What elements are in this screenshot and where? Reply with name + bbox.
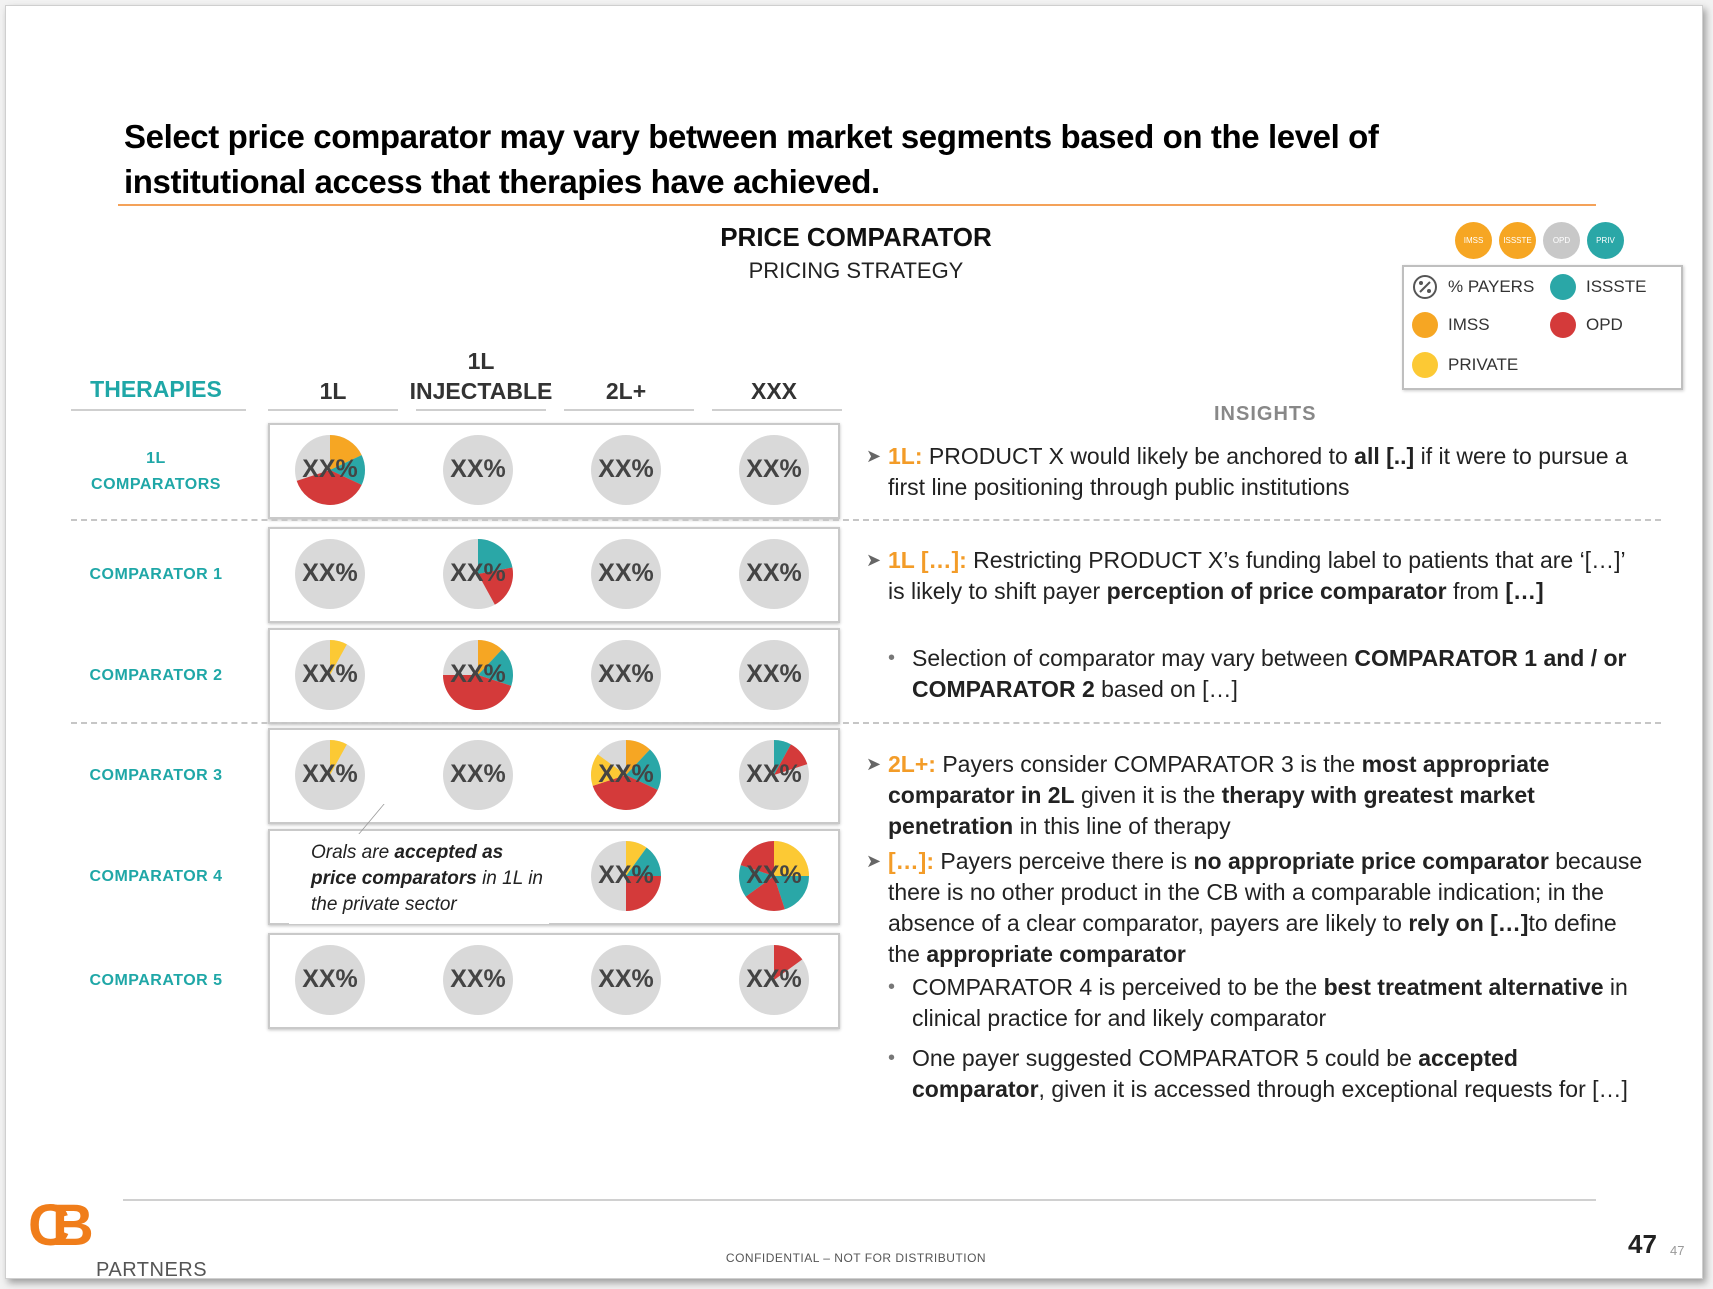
insight-text: if it were to pursue a first line positioning through public institutions xyxy=(888,443,1628,500)
insight-tag: […]: xyxy=(888,848,934,874)
pie-value-label: XX% xyxy=(746,455,802,483)
pie-value-label: XX% xyxy=(746,760,802,788)
callout-text: Orals are xyxy=(311,842,395,863)
priv-icon: PRIV xyxy=(1587,222,1624,259)
opd-dot-icon xyxy=(1550,312,1576,338)
insight-tag: 2L+: xyxy=(888,751,936,777)
row-label-comparator-5: COMPARATOR 5 xyxy=(89,972,223,989)
percent-icon xyxy=(1412,274,1438,300)
pie-value-label: XX% xyxy=(450,965,506,993)
insight-bold: […] xyxy=(1505,578,1544,604)
pie-value-label: XX% xyxy=(746,660,802,688)
pie-chart xyxy=(589,839,663,913)
pie-chart xyxy=(737,638,811,712)
row-label-1l-comparators: 1L COMPARATORS xyxy=(91,450,221,493)
therapies-header: THERAPIES xyxy=(90,376,222,402)
insight-text: Restricting PRODUCT X’s funding label to patients that are ‘[…]’ is likely to shift payer xyxy=(888,547,1625,604)
pie-chart xyxy=(293,738,367,812)
pie-chart xyxy=(293,943,367,1017)
pie-value-label: XX% xyxy=(302,559,358,587)
insight-text: in this line of therapy xyxy=(1013,813,1231,839)
pie-chart xyxy=(293,537,367,611)
pie-chart xyxy=(441,943,515,1017)
legend-item-payers xyxy=(1412,274,1534,300)
pie-chart xyxy=(589,943,663,1017)
pie-value-label: XX% xyxy=(302,965,358,993)
pie-value-label: XX% xyxy=(302,660,358,688)
pie-chart xyxy=(737,433,811,507)
legend-label: IMSS xyxy=(1448,315,1490,334)
insight-text: in clinical practice for and likely comparator xyxy=(912,974,1628,1031)
column-rule xyxy=(71,409,246,411)
insight-bold: perception of price comparator xyxy=(1106,578,1447,604)
bullet-icon: • xyxy=(888,976,896,998)
insight-tag: 1L […]: xyxy=(888,547,967,573)
cb-logo: CB xyxy=(28,1193,76,1258)
callout-bold: accepted as price comparators xyxy=(311,842,504,889)
legend-item-imss xyxy=(1412,312,1490,338)
legend-label: % PAYERS xyxy=(1448,277,1535,296)
column-rule xyxy=(712,409,842,411)
insight-bold: appropriate comparator xyxy=(926,941,1186,967)
column-header-1l-injectable: 1L INJECTABLE xyxy=(409,348,553,404)
legend-label: PRIVATE xyxy=(1448,355,1519,374)
insight-bold: rely on […] xyxy=(1408,910,1529,936)
segment-icons xyxy=(1455,222,1624,262)
page-number: 47 xyxy=(1628,1229,1657,1259)
pie-chart xyxy=(737,537,811,611)
pie-chart xyxy=(441,638,515,712)
row-label-comparator-3: COMPARATOR 3 xyxy=(89,767,223,784)
pie-chart xyxy=(441,537,515,611)
column-rule xyxy=(564,409,694,411)
legend-item-private xyxy=(1412,352,1518,378)
bullet-icon: • xyxy=(888,1047,896,1069)
pie-chart xyxy=(589,738,663,812)
legend-label: ISSSTE xyxy=(1586,277,1647,296)
insight-text: Payers perceive there is xyxy=(933,848,1194,874)
callout-text: in 1L in the private sector xyxy=(311,868,543,915)
pie-value-label: XX% xyxy=(598,861,654,889)
pie-value-label: XX% xyxy=(598,760,654,788)
partners-logo-text: PARTNERS xyxy=(96,1259,208,1281)
insight-text: One payer suggested COMPARATOR 5 could be xyxy=(912,1045,1419,1071)
column-header-1l: 1L xyxy=(319,378,347,404)
arrow-bullet-icon: ➤ xyxy=(866,851,882,871)
pie-value-label: XX% xyxy=(450,455,506,483)
pie-chart xyxy=(737,738,811,812)
insight-bold: accepted comparator xyxy=(912,1045,1518,1102)
legend-item-issste xyxy=(1550,274,1646,300)
pie-value-label: XX% xyxy=(450,660,506,688)
insight-text: based on […] xyxy=(1094,676,1238,702)
insight-2l xyxy=(866,749,1646,842)
column-rule xyxy=(416,409,546,411)
section-subtitle: PRICING STRATEGY xyxy=(748,258,964,283)
row-label-comparator-2: COMPARATOR 2 xyxy=(89,667,223,684)
column-rule xyxy=(268,409,398,411)
pie-value-label: XX% xyxy=(302,760,358,788)
insight-sub-bullet xyxy=(888,972,1648,1034)
insight-no-comparator xyxy=(866,846,1646,970)
opd-icon: OPD xyxy=(1543,222,1580,259)
insight-sub-bullet xyxy=(888,1043,1648,1105)
pie-value-label: XX% xyxy=(598,559,654,587)
pie-value-label: XX% xyxy=(746,861,802,889)
pie-value-label: XX% xyxy=(302,455,358,483)
insight-bold: all [..] xyxy=(1354,443,1415,469)
pie-value-label: XX% xyxy=(598,965,654,993)
insight-bold: most appropriate comparator in 2L xyxy=(888,751,1550,808)
insight-bold: no appropriate price comparator xyxy=(1193,848,1549,874)
pie-chart xyxy=(737,943,811,1017)
insight-bold: COMPARATOR 1 and / or COMPARATOR 2 xyxy=(912,645,1627,702)
row-label-comparator-1: COMPARATOR 1 xyxy=(89,566,223,583)
confidential-note: CONFIDENTIAL – NOT FOR DISTRIBUTION xyxy=(725,1251,987,1265)
insight-1l-restricted xyxy=(866,545,1646,607)
insight-bold: best treatment alternative xyxy=(1323,974,1604,1000)
imss-dot-icon xyxy=(1412,312,1438,338)
pie-value-label: XX% xyxy=(746,965,802,993)
section-divider xyxy=(71,722,1661,724)
issste-dot-icon xyxy=(1550,274,1576,300)
pie-chart xyxy=(293,433,367,507)
issste-icon: ISSSTE xyxy=(1499,222,1536,259)
column-header-2l: 2L+ xyxy=(605,378,647,404)
insight-text: Payers consider COMPARATOR 3 is the xyxy=(935,751,1362,777)
insights-header: INSIGHTS xyxy=(1214,403,1317,425)
legend-label: OPD xyxy=(1586,315,1623,334)
section-divider xyxy=(71,519,1661,521)
pie-chart xyxy=(441,738,515,812)
pie-chart xyxy=(441,433,515,507)
column-header-xxx: XXX xyxy=(750,378,798,404)
insight-tag: 1L: xyxy=(888,443,923,469)
pie-value-label: XX% xyxy=(450,760,506,788)
imss-icon: IMSS xyxy=(1455,222,1492,259)
insight-text: PRODUCT X would likely be anchored to xyxy=(922,443,1355,469)
pie-value-label: XX% xyxy=(450,559,506,587)
legend-item-opd xyxy=(1550,312,1623,338)
insight-1l xyxy=(866,441,1646,503)
pie-chart xyxy=(589,433,663,507)
orals-callout xyxy=(289,834,549,924)
pie-chart xyxy=(737,839,811,913)
legend xyxy=(1402,265,1683,390)
row-label-comparator-4: COMPARATOR 4 xyxy=(89,868,223,885)
pie-value-label: XX% xyxy=(598,455,654,483)
insight-text: Selection of comparator may vary between xyxy=(912,645,1355,671)
pie-value-label: XX% xyxy=(746,559,802,587)
insight-text: given it is the xyxy=(1074,782,1222,808)
insight-bold: therapy with greatest market penetration xyxy=(888,782,1535,839)
insight-text: , given it is accessed through exceptional requests for […] xyxy=(1038,1076,1628,1102)
section-title: PRICE COMPARATOR xyxy=(720,222,992,252)
insight-text: from xyxy=(1446,578,1506,604)
pie-chart xyxy=(589,537,663,611)
insight-text: COMPARATOR 4 is perceived to be the xyxy=(912,974,1324,1000)
insight-text: because there is no other product in the CB with a comparable indication; in the absence of a clear comparator, payers are likely to xyxy=(888,848,1643,936)
arrow-bullet-icon: ➤ xyxy=(866,550,882,570)
private-dot-icon xyxy=(1412,352,1438,378)
footer-divider xyxy=(123,1199,1596,1201)
bullet-icon: • xyxy=(888,647,896,669)
insight-sub-bullet xyxy=(888,643,1648,705)
insight-text: to define the xyxy=(888,910,1617,967)
title-divider xyxy=(118,204,1596,206)
slide-title: Select price comparator may vary between market segments based on the level of institutional access that therapies have achieved. xyxy=(124,118,1379,200)
pie-chart xyxy=(293,638,367,712)
pie-chart xyxy=(589,638,663,712)
arrow-bullet-icon: ➤ xyxy=(866,754,882,774)
slide xyxy=(5,5,1703,1279)
arrow-bullet-icon: ➤ xyxy=(866,446,882,466)
page-number-small: 47 xyxy=(1670,1243,1685,1258)
pie-value-label: XX% xyxy=(598,660,654,688)
